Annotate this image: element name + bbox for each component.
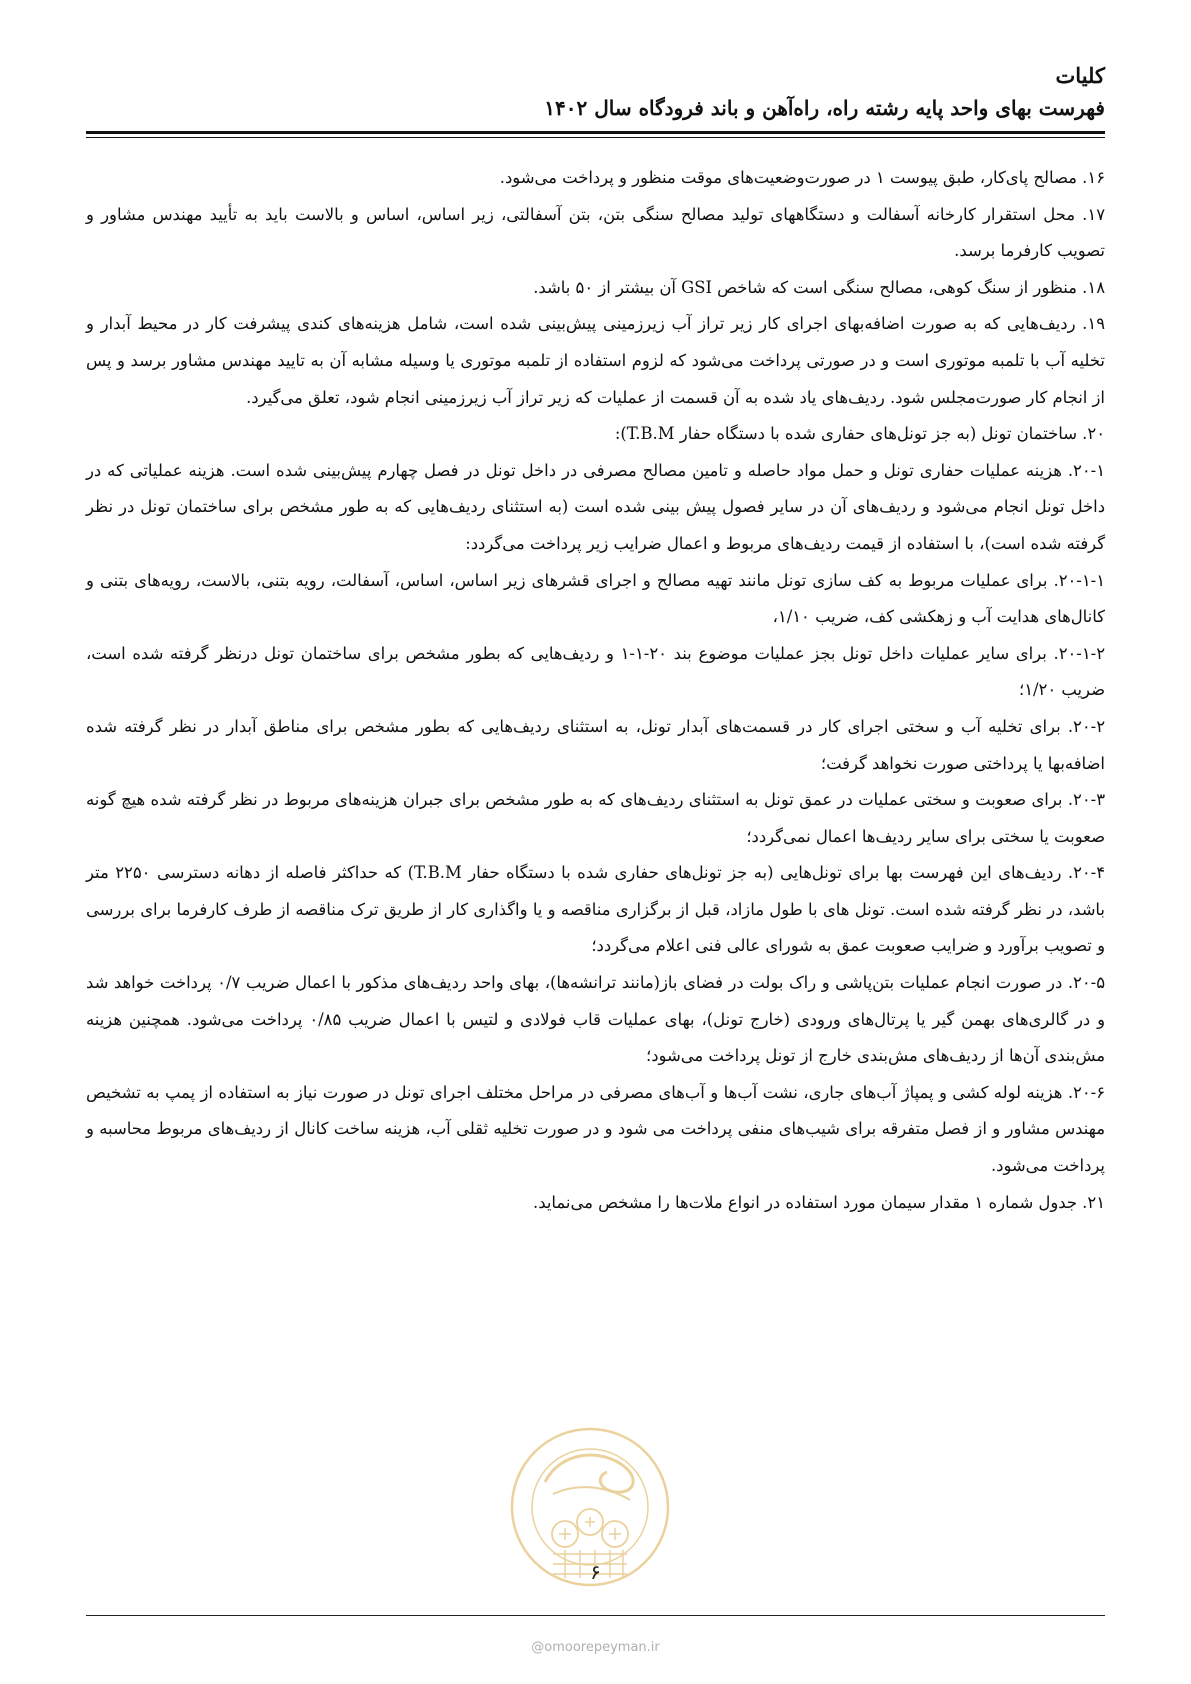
footer-rule	[86, 1615, 1105, 1616]
paragraph-18: ۱۸. منظور از سنگ کوهی، مصالح سنگی است که شاخص GSI آن بیشتر از ۵۰ باشد.	[533, 277, 1105, 297]
paragraph-20-2: ۲۰-۲. برای تخلیه آب و سختی اجرای کار در قسمت‌های آبدار تونل، به استثنای ردیف‌هایی که بطور مشخص برای مناطق آبدار در نظر گرفته شده اضافه‌بها یا پرداختی صورت نخواهد گرفت؛	[86, 716, 1105, 773]
body-text	[86, 160, 1105, 1221]
paragraph-20-1: ۲۰-۱. هزینه عملیات حفاری تونل و حمل مواد حاصله و تامین مصالح مصرفی در داخل تونل در فصل چهارم پیش‌بینی شده است. هزینه عملیاتی که در داخل تونل انجام می‌شود و ردیف‌های آن در سایر فصول پیش بینی شده است (به استثنای ردیف‌هایی که به طور مشخص برای ساختمان تونل در نظر گرفته شده است)، با استفاده از قیمت ردیف‌های مربوط و اعمال ضرایب زیر پرداخت می‌گردد:	[86, 460, 1105, 553]
paragraph-20-3: ۲۰-۳. برای صعوبت و سختی عملیات در عمق تونل به استثنای ردیف‌های که به طور مشخص برای جبران هزینه‌های مربوط در نظر گرفته شده هیچ گونه صعوبت یا سختی برای سایر ردیف‌ها اعمال نمی‌گردد؛	[86, 790, 1105, 846]
header-rule-thin	[86, 137, 1105, 138]
watermark-url: @omoorepeyman.ir	[531, 1640, 660, 1655]
paragraph-20-4: ۲۰-۴. ردیف‌های این فهرست بها برای تونل‌هایی (به جز تونل‌های حفاری شده با دستگاه حفار T.B.M) که حداکثر فاصله از دهانه دسترسی ۲۲۵۰ متر باشد، در نظر گرفته شده است. تونل های با طول مازاد، قبل از برگزاری مناقصه و یا واگذاری کار از طریق ترک مناقصه از طرف کارفرما برای بررسی و تصویب برآورد و ضرایب صعوبت عمق به شورای عالی فنی اعلام می‌گردد؛	[86, 863, 1106, 956]
paragraph-21: ۲۱. جدول شماره ۱ مقدار سیمان مورد استفاده در انواع ملات‌ها را مشخص می‌نماید.	[533, 1192, 1105, 1212]
paragraph-16: ۱۶. مصالح پای‌کار، طبق پیوست ۱ در صورت‌وضعیت‌های موقت منظور و پرداخت می‌شود.	[499, 168, 1105, 187]
document-title: فهرست بهای واحد پایه رشته راه، راه‌آهن و باند فرودگاه سال ۱۴۰۲	[544, 96, 1105, 120]
paragraph-20-1-2: ۲۰-۱-۲. برای سایر عملیات داخل تونل بجز عملیات موضوع بند ۲۰-۱-۱ و ردیف‌هایی که بطور مشخص برای ساختمان تونل درنظر گرفته شده است، ضریب ۱/۲۰؛	[86, 643, 1105, 700]
paragraph-20-5: ۲۰-۵. در صورت انجام عملیات بتن‌پاشی و راک بولت در فضای باز(مانند ترانشه‌ها)، بهای واحد ردیف‌های مذکور با اعمال ضریب ۰/۷ پرداخت خواهد شد و در گالری‌های بهمن گیر یا پرتال‌های ورودی (خارج تونل)، بهای عملیات قاب فولادی و لتیس با اعمال ضریب ۰/۸۵ پرداخت می‌شود. همچنین هزینه مش‌بندی آن‌ها از ردیف‌های مش‌بندی خارج از تونل پرداخت می‌شود؛	[86, 973, 1105, 1066]
paragraph-20-6: ۲۰-۶. هزینه لوله کشی و پمپاژ آب‌های جاری، نشت آب‌ها و آب‌های مصرفی در مراحل مختلف اجرای تونل در صورت نیاز به استفاده از پمپ به تشخیص مهندس مشاور و از فصل متفرقه برای شیب‌های منفی پرداخت می شود و در صورت تخلیه ثقلی آب، هزینه ساخت کانال از ردیف‌های مربوط محاسبه و پرداخت می‌شود.	[86, 1082, 1105, 1176]
paragraph-20: ۲۰. ساختمان تونل (به جز تونل‌های حفاری شده با دستگاه حفار T.B.M):	[614, 424, 1105, 444]
paragraph-17: ۱۷. محل استقرار کارخانه آسفالت و دستگاههای تولید مصالح سنگی بتن، بتن آسفالتی، زیر اساس، اساس و بالاست باید به تأیید مهندس مشاور و تصویب کارفرما برسد.	[86, 204, 1105, 261]
paragraph-20-1-1: ۲۰-۱-۱. برای عملیات مربوط به کف سازی تونل مانند تهیه مصالح و اجرای قشرهای زیر اساس، اساس، آسفالت، رویه بتنی، بالاست، رویه‌های بتنی و کانال‌های هدایت آب و زهکشی کف، ضریب ۱/۱۰،	[86, 570, 1105, 627]
paragraph-19: ۱۹. ردیف‌هایی که به صورت اضافه‌بهای اجرای کار زیر تراز آب زیرزمینی پیش‌بینی شده است، شامل هزینه‌های کندی پیشرفت کار در محیط آبدار و تخلیه آب با تلمبه موتوری است و در صورتی پرداخت می‌شود که لزوم استفاده از تلمبه موتوری یا وسیله مشابه آن به تایید مهندس مشاور برسد و پس از انجام کار صورت‌مجلس شود. ردیف‌های یاد شده به آن قسمت از عملیات که زیر تراز آب زیرزمینی انجام شود، تعلق می‌گیرد.	[86, 314, 1105, 407]
section-title: کلیات	[1055, 63, 1105, 88]
page-number: ۶	[590, 1560, 601, 1584]
page-header	[85, 60, 1105, 124]
header-rule-thick	[86, 131, 1105, 134]
